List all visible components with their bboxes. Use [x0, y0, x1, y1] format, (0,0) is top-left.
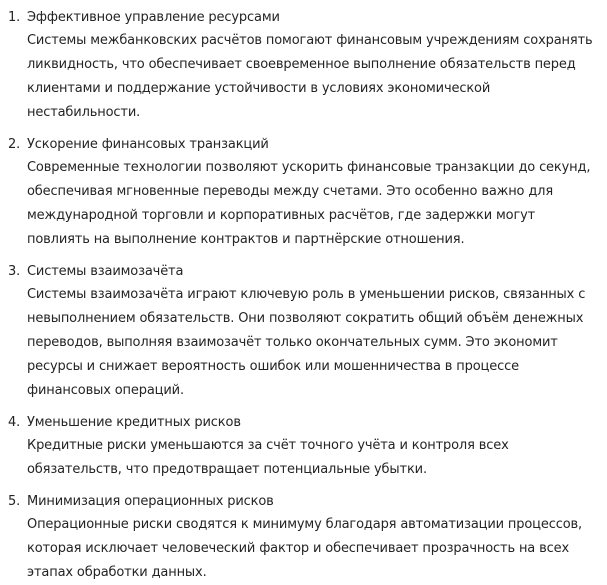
list-item-title: Ускорение финансовых транзакций [27, 137, 269, 152]
list-item [0, 413, 607, 482]
list-item [0, 135, 607, 252]
list-item [0, 262, 607, 403]
list-item-text: Кредитные риски уменьшаются за счёт точного учёта и контроля всех обязательств, что предотвращает потенциальные убытки. [27, 438, 509, 477]
list-item-number: 4. [8, 415, 21, 430]
numbered-list [0, 8, 607, 585]
list-item-text: Операционные риски сводятся к минимуму благодаря автоматизации процессов, которая исключает человеческий фактор и обеспечивает прозрачность на всех этапах обработки данных. [27, 517, 583, 580]
list-item-number: 3. [8, 264, 21, 279]
list-item-title: Уменьшение кредитных рисков [27, 415, 241, 430]
list-item [0, 8, 607, 125]
list-item-text: Системы взаимозачёта играют ключевую роль в уменьшении рисков, связанных с невыполнением обязательств. Они позволяют сократить общий объём денежных переводов, выполняя взаимозачёт только окончательных сумм. Это экономит ресурсы и снижает вероятность ошибок или мошенничества в процессе финансовых операций. [27, 287, 586, 398]
list-item [0, 492, 607, 585]
list-item-text: Современные технологии позволяют ускорить финансовые транзакции до секунд, обеспечивая мгновенные переводы между счетами. Это особенно важно для международной торговли и корпоративных расчётов, где задержки могут повлиять на выполнение контрактов и партнёрские отношения. [27, 160, 591, 247]
list-item-title: Системы взаимозачёта [27, 264, 184, 279]
list-item-title: Минимизация операционных рисков [27, 494, 274, 509]
list-item-number: 5. [8, 494, 21, 509]
list-item-title: Эффективное управление ресурсами [27, 10, 280, 25]
list-item-number: 1. [8, 10, 21, 25]
list-item-text: Системы межбанковских расчётов помогают финансовым учреждениям сохранять ликвидность, что обеспечивает своевременное выполнение обязательств перед клиентами и поддержание устойчивости в условиях экономической нестабильности. [27, 33, 593, 120]
list-item-number: 2. [8, 137, 21, 152]
